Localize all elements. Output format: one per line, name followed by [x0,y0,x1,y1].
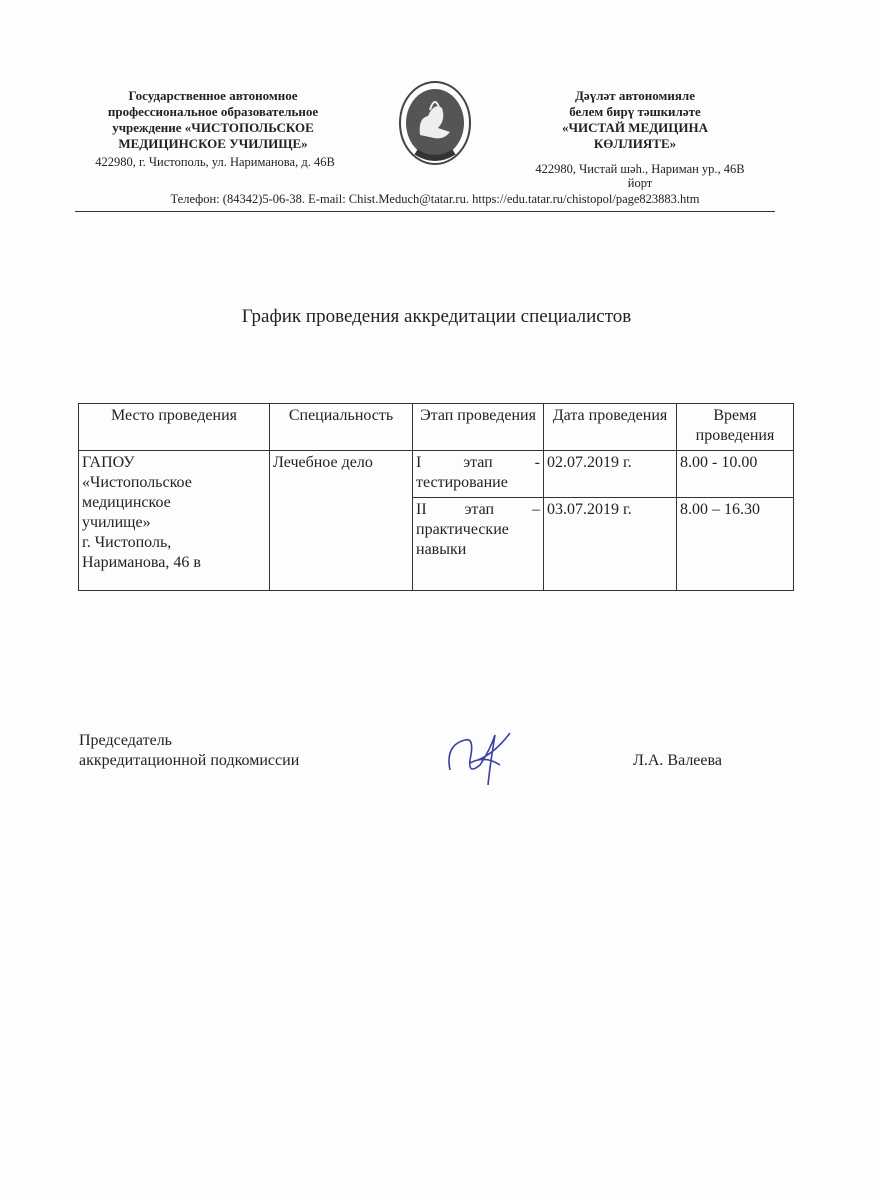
date-cell: 03.07.2019 г. [544,498,677,591]
header-time: Время проведения [677,404,794,451]
place-line: Нариманова, 46 в [82,554,201,571]
address-tt [515,162,765,190]
position-line: Председатель [79,732,172,749]
place-line: «Чистопольское [82,474,192,491]
place-cell [79,451,270,591]
org-name-ru [88,88,338,152]
signatory-position [79,731,299,771]
stage-word: этап [463,454,493,471]
stage-cell [413,451,544,498]
header-place: Место проведения [79,404,270,451]
position-line: аккредитационной подкомиссии [79,752,300,769]
header-divider [75,211,775,212]
org-line: учреждение «ЧИСТОПОЛЬСКОЕ [112,120,314,135]
org-name-tt [535,88,735,152]
stage-cell [413,498,544,591]
org-line: белем бирү тәшкиләте [569,104,701,119]
date-cell: 02.07.2019 г. [544,451,677,498]
place-line: училище» [82,514,151,531]
table-row [79,451,794,498]
header-stage: Этап проведения [413,404,544,451]
signatory-name: Л.А. Валеева [633,752,722,769]
time-cell: 8.00 - 10.00 [677,451,794,498]
stage-num: II [416,501,427,518]
org-line: профессиональное образовательное [107,104,319,119]
stage-num: I [416,454,422,471]
stage-desc: практические навыки [416,521,509,558]
specialty-cell: Лечебное дело [270,451,413,591]
address-line: йорт [627,176,653,190]
address-line: 422980, Чистай шәһ., Нариман ур., 46В [535,162,745,176]
stage-dash: - [534,454,540,471]
tatarstan-emblem-icon [398,80,472,166]
header-date: Дата проведения [544,404,677,451]
header-specialty: Специальность [270,404,413,451]
org-line: Государственное автономное [128,88,298,103]
org-line: КӨЛЛИЯТЕ» [593,136,677,151]
org-line: МЕДИЦИНСКОЕ УЧИЛИЩЕ» [118,136,308,151]
place-line: г. Чистополь, [82,534,172,551]
stage-desc: тестирование [416,474,508,491]
schedule-table [78,403,794,591]
address-ru: 422980, г. Чистополь, ул. Нариманова, д. 46В [95,155,335,169]
table-header-row [79,404,794,451]
org-line: «ЧИСТАЙ МЕДИЦИНА [561,120,709,135]
page-title: График проведения аккредитации специалистов [241,306,632,327]
time-cell: 8.00 – 16.30 [677,498,794,591]
contacts: Телефон: (84342)5-06-38. E-mail: Chist.Meduch@tatar.ru. https://edu.tatar.ru/chistopol/page823883.htm [170,192,700,206]
org-line: Дәүләт автономияле [574,88,695,103]
place-line: ГАПОУ [82,454,135,471]
handwritten-signature [440,725,520,790]
place-line: медицинское [82,494,171,511]
stage-word: этап [464,501,495,518]
stage-dash: – [531,501,540,518]
